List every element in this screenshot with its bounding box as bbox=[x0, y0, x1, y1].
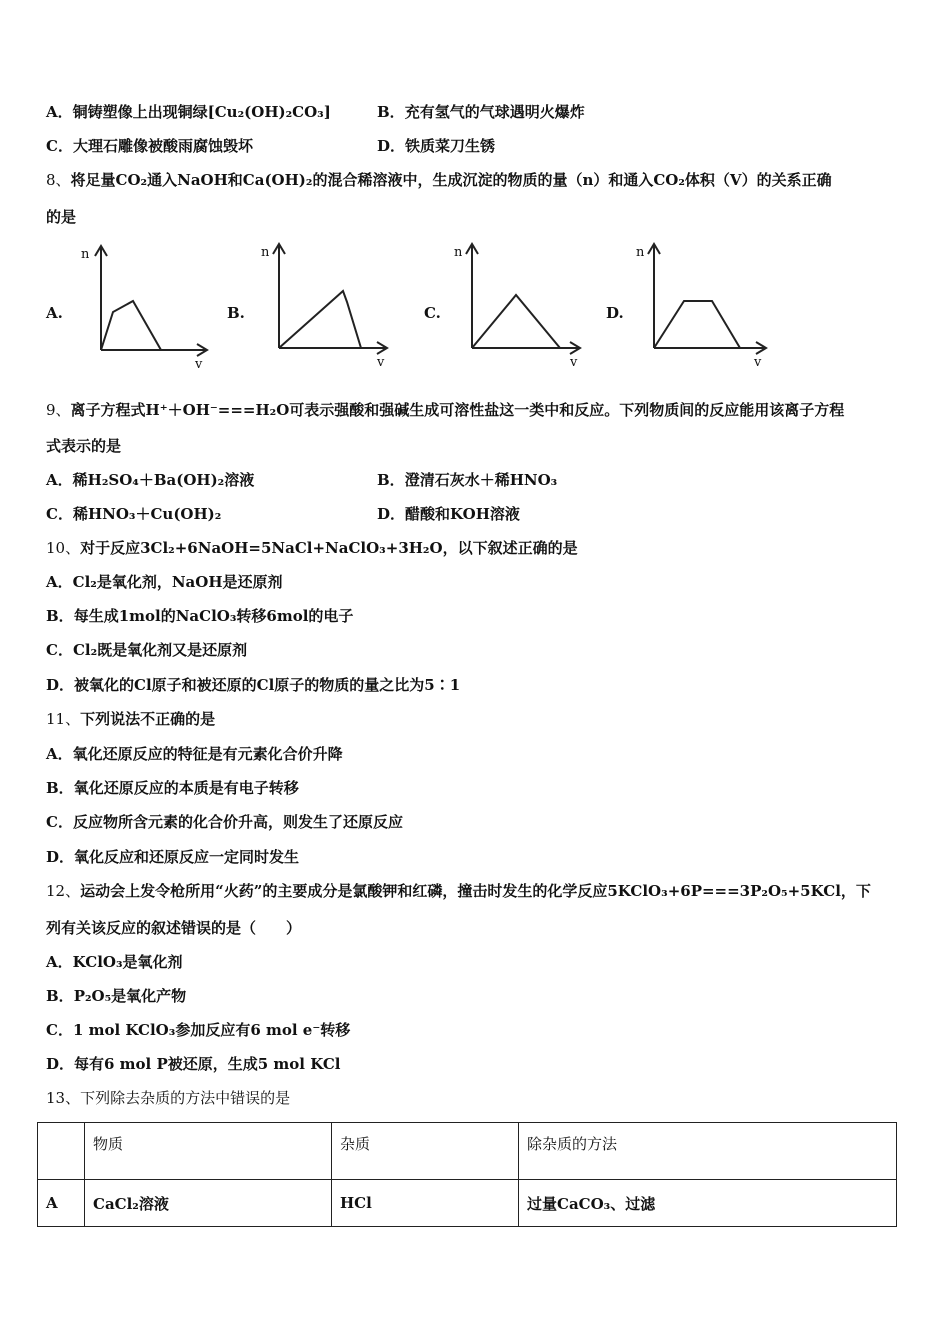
q12-option-b: B．P₂O₅是氧化产物 bbox=[46, 987, 187, 1005]
q11-option-d: D．氧化反应和还原反应一定同时发生 bbox=[46, 848, 300, 866]
graph-c-curve bbox=[472, 295, 560, 348]
graph-a-curve bbox=[101, 301, 161, 350]
table-header: 除杂质的方法 bbox=[519, 1123, 897, 1180]
table-header: 杂质 bbox=[332, 1123, 519, 1180]
table-cell: CaCl₂溶液 bbox=[85, 1180, 332, 1227]
graph-a-x-label: v bbox=[195, 357, 203, 370]
table-header-row bbox=[38, 1123, 897, 1180]
graph-b-y-label: n bbox=[261, 245, 270, 260]
q9-stem-cont: 式表示的是 bbox=[46, 437, 122, 455]
q12-stem-cont: 列有关该反应的叙述错误的是（ ） bbox=[46, 919, 302, 937]
graph-d-label: D. bbox=[606, 304, 624, 322]
graph-d-y-label: n bbox=[636, 245, 645, 260]
q9-option-a: A．稀H₂SO₄＋Ba(OH)₂溶液 bbox=[46, 471, 255, 489]
q9-option-b: B．澄清石灰水＋稀HNO₃ bbox=[377, 471, 558, 489]
graph-a bbox=[75, 240, 215, 370]
q9-option-d: D．醋酸和KOH溶液 bbox=[377, 505, 520, 523]
table-cell: HCl bbox=[332, 1180, 519, 1227]
q12-option-a: A．KClO₃是氧化剂 bbox=[46, 953, 183, 971]
q8-stem: 8、将足量CO₂通入NaOH和Ca(OH)₂的混合稀溶液中，生成沉淀的物质的量（n）和通入CO₂体积（V）的关系正确 bbox=[46, 171, 832, 189]
table-header: 物质 bbox=[85, 1123, 332, 1180]
graph-b-label: B. bbox=[227, 304, 245, 322]
q12-option-c: C．1 mol KClO₃参加反应有6 mol e⁻转移 bbox=[46, 1021, 351, 1039]
table-header bbox=[38, 1123, 85, 1180]
graph-d-x-label: v bbox=[754, 355, 762, 370]
graph-c-x-label: v bbox=[570, 355, 578, 370]
table-row bbox=[38, 1180, 897, 1227]
q7-option-c: C．大理石雕像被酸雨腐蚀毁坏 bbox=[46, 137, 253, 155]
q10-option-a: A．Cl₂是氧化剂，NaOH是还原剂 bbox=[46, 573, 283, 591]
graph-a-y-label: n bbox=[81, 247, 90, 262]
q11-option-b: B．氧化还原反应的本质是有电子转移 bbox=[46, 779, 299, 797]
q13-stem: 13、下列除去杂质的方法中错误的是 bbox=[46, 1089, 291, 1107]
q12-option-d: D．每有6 mol P被还原，生成5 mol KCl bbox=[46, 1055, 341, 1073]
q9-stem: 9、离子方程式H⁺＋OH⁻===H₂O可表示强酸和强碱生成可溶性盐这一类中和反应。下列物质间的反应能用该离子方程 bbox=[46, 401, 845, 419]
graph-b-x-label: v bbox=[377, 355, 385, 370]
q7-option-b: B．充有氢气的气球遇明火爆炸 bbox=[377, 103, 585, 121]
q10-stem: 10、对于反应3Cl₂+6NaOH=5NaCl+NaClO₃+3H₂O，以下叙述正确的是 bbox=[46, 539, 578, 557]
graph-c-label: C. bbox=[424, 304, 441, 322]
q7-option-a: A．铜铸塑像上出现铜绿[Cu₂(OH)₂CO₃] bbox=[46, 103, 331, 121]
q10-option-b: B．每生成1mol的NaClO₃转移6mol的电子 bbox=[46, 607, 354, 625]
impurity-table bbox=[37, 1122, 897, 1227]
graph-a-label: A. bbox=[46, 304, 63, 322]
q10-option-d: D．被氧化的Cl原子和被还原的Cl原子的物质的量之比为5∶1 bbox=[46, 676, 461, 694]
q10-option-c: C．Cl₂既是氧化剂又是还原剂 bbox=[46, 641, 248, 659]
table-cell: 过量CaCO₃、过滤 bbox=[519, 1180, 897, 1227]
graph-b bbox=[255, 240, 395, 370]
q11-stem: 11、下列说法不正确的是 bbox=[46, 710, 216, 728]
graph-d bbox=[632, 240, 772, 370]
table-cell: A bbox=[38, 1180, 85, 1227]
graph-b-curve bbox=[279, 291, 361, 348]
graph-d-curve bbox=[654, 301, 740, 348]
q11-option-c: C．反应物所含元素的化合价升高，则发生了还原反应 bbox=[46, 813, 403, 831]
q9-option-c: C．稀HNO₃＋Cu(OH)₂ bbox=[46, 505, 222, 523]
q11-option-a: A．氧化还原反应的特征是有元素化合价升降 bbox=[46, 745, 343, 763]
q12-stem: 12、运动会上发令枪所用“火药”的主要成分是氯酸钾和红磷，撞击时发生的化学反应5KClO₃+6P===3P₂O₅+5KCl，下 bbox=[46, 882, 871, 900]
graph-c-y-label: n bbox=[454, 245, 463, 260]
q8-stem-cont: 的是 bbox=[46, 208, 77, 226]
q7-option-d: D．铁质菜刀生锈 bbox=[377, 137, 496, 155]
graph-c bbox=[450, 240, 590, 370]
